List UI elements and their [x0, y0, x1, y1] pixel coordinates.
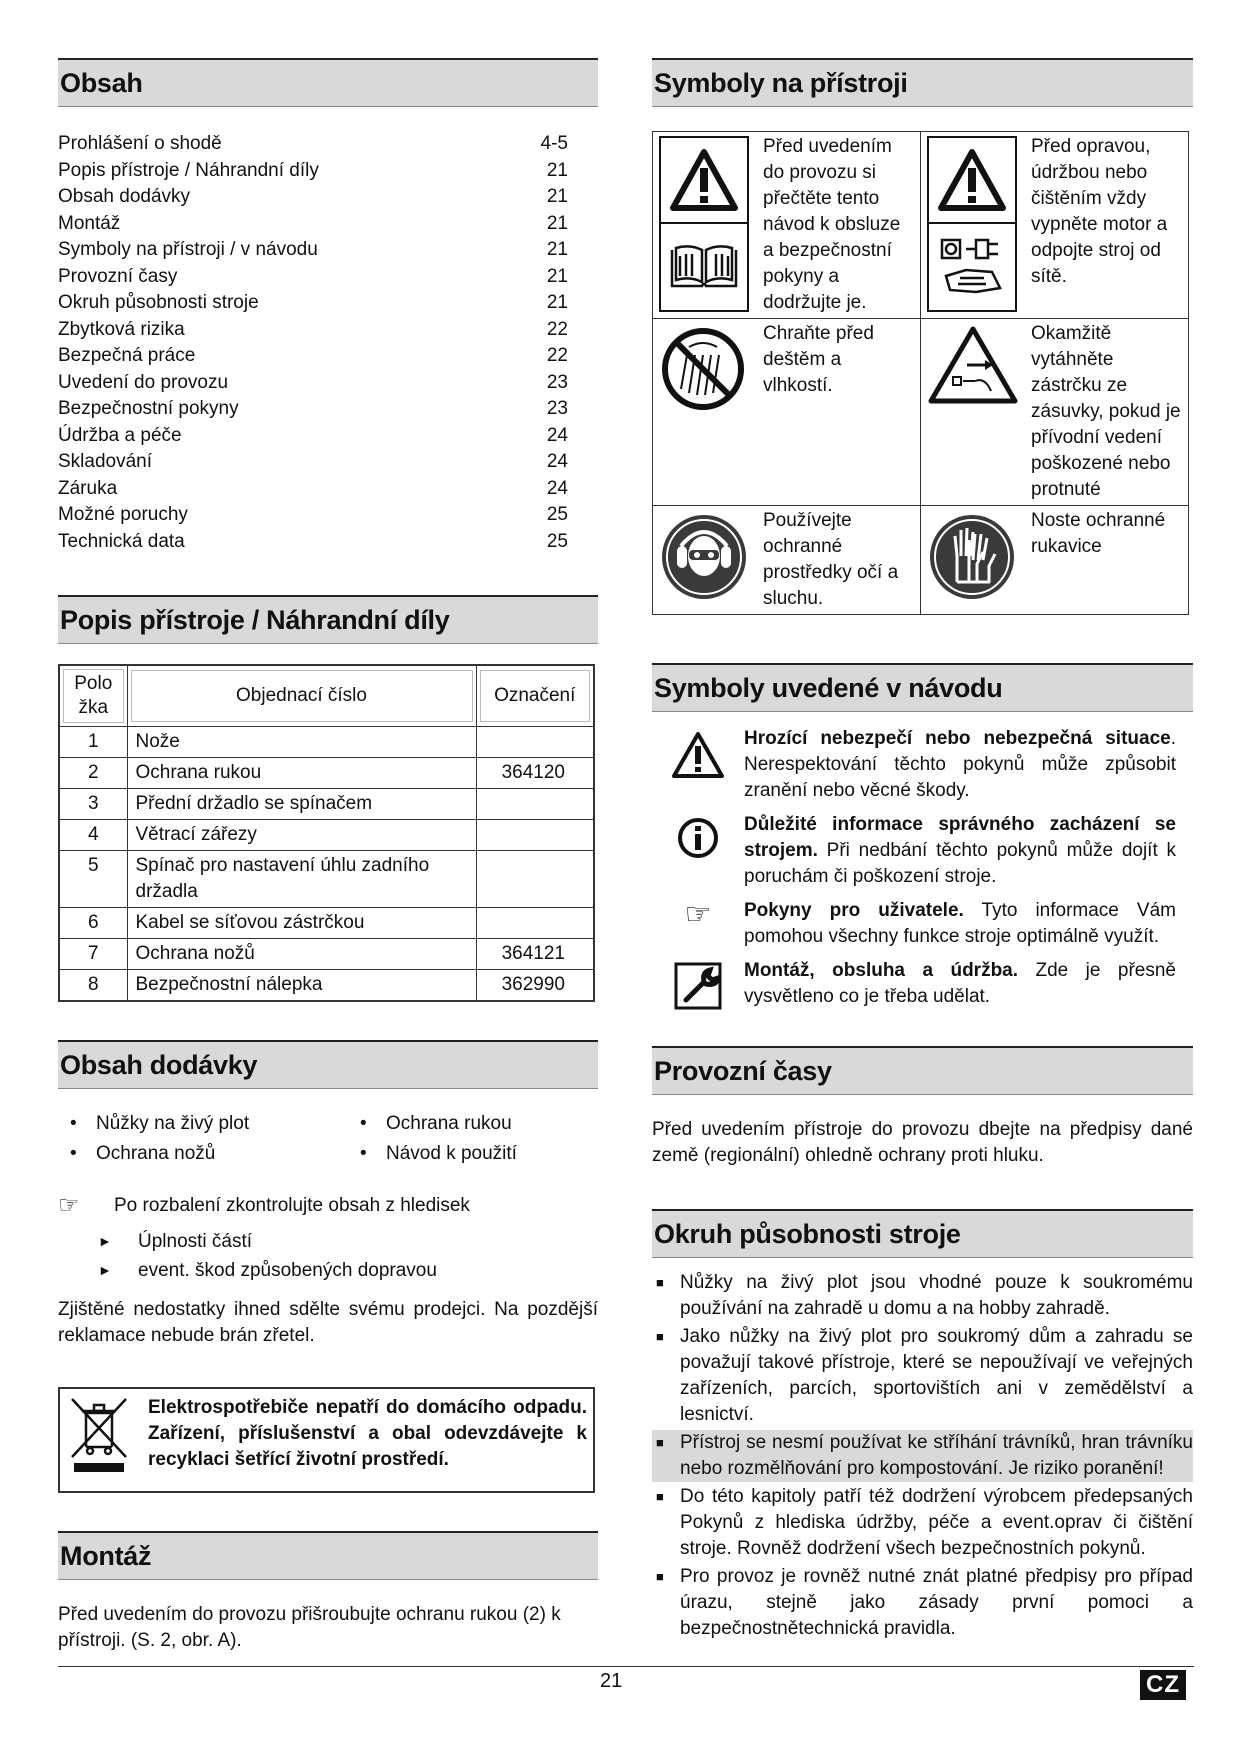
cell-number: 7 — [59, 939, 127, 970]
toc-page: 21 — [546, 186, 568, 207]
toc-label: Montáž — [58, 212, 121, 234]
unplug-manual-icon — [927, 224, 1017, 312]
cell-number: 5 — [59, 851, 127, 908]
toc-row — [58, 370, 568, 397]
page-number: 21 — [600, 1670, 623, 1692]
cell-number: 8 — [59, 970, 127, 1002]
toc-page: 24 — [546, 477, 568, 499]
language-badge: CZ — [1140, 1670, 1186, 1700]
toc-label: Bezpečná práce — [58, 345, 196, 366]
toc-page: 22 — [546, 345, 568, 366]
table-row — [59, 758, 594, 789]
unpack-hint — [58, 1193, 598, 1219]
delivery-heading: Obsah dodávky — [58, 1040, 598, 1089]
pointing-hand-icon: ☞ — [684, 898, 712, 931]
toc-row — [58, 476, 568, 503]
toc-row — [58, 184, 568, 211]
toc-page: 23 — [546, 371, 568, 393]
table-row — [59, 908, 594, 939]
symbol-cell: Používejte ochranné prostředky očí a sluchu. — [653, 506, 921, 615]
square-bullet-icon: ■ — [656, 1489, 664, 1504]
toc-page: 21 — [546, 265, 568, 287]
toc-row — [58, 317, 568, 344]
assembly-heading: Montáž — [58, 1531, 598, 1580]
cell-name: Ochrana nožů — [127, 939, 476, 970]
toc-row — [58, 131, 568, 158]
list-item: • Ochrana nožů — [70, 1143, 216, 1164]
cell-name: Přední držadlo se spínačem — [127, 789, 476, 820]
symbol-cell: Před opravou, údržbou nebo čištěním vždy vypněte motor a odpojte stroj od sítě. — [921, 132, 1189, 319]
cell-name: Bezpečnostní nálepka — [127, 970, 476, 1002]
toc-page: 21 — [546, 159, 568, 181]
cell-number: 1 — [59, 727, 127, 758]
scope-heading: Okruh působnosti stroje — [652, 1209, 1193, 1258]
left-column — [58, 58, 598, 1654]
toc-row — [58, 158, 568, 185]
toc-row — [58, 264, 568, 291]
toc-label: Prohlášení o shodě — [58, 133, 222, 154]
cell-code — [476, 820, 594, 851]
toc-label: Obsah dodávky — [58, 186, 191, 207]
toc-page: 21 — [546, 292, 568, 313]
cell-name: Kabel se síťovou zástrčkou — [127, 908, 476, 939]
toc-row — [58, 423, 568, 450]
cell-number: 4 — [59, 820, 127, 851]
cell-name: Nože — [127, 727, 476, 758]
toc-label: Symboly na přístroji / v návodu — [58, 239, 318, 260]
table-row — [59, 939, 594, 970]
table-row — [59, 789, 594, 820]
operating-times-text: Před uvedením přístroje do provozu dbejte na předpisy dané země (regionální) ohledně ochrany proti hluku. — [652, 1119, 1193, 1166]
arrow-bullet-icon: ► — [98, 1262, 112, 1278]
list-item: ■ Pro provoz je rovněž nutné znát platné předpisy pro případ úrazu, stejně jako zásady první pomoci a bezpečnostnětechnická pravidla. — [652, 1564, 1193, 1642]
square-bullet-icon: ■ — [656, 1329, 664, 1344]
list-item: ► event. škod způsobených dopravou — [98, 1256, 598, 1285]
toc-label: Záruka — [58, 477, 118, 499]
toc-list — [58, 131, 568, 555]
list-item: Důležité informace správného zacházení se strojem. Při nedbání těchto pokynů může dojít k poruchám či poškození stroje. — [652, 812, 1193, 890]
square-bullet-icon: ■ — [656, 1435, 664, 1450]
list-item: ■ Nůžky na živý plot jsou vhodné pouze k soukromému používání na zahradě u domu a na hobby zahradě. — [652, 1270, 1193, 1322]
toc-page: 24 — [546, 451, 568, 472]
toc-label: Popis přístroje / Náhrandní díly — [58, 159, 319, 181]
table-row — [59, 727, 594, 758]
list-item: Montáž, obsluha a údržba. Zde je přesně vysvětleno co je třeba udělat. — [652, 958, 1193, 1010]
no-rain-icon — [659, 323, 753, 421]
cell-name: Větrací zářezy — [127, 820, 476, 851]
cell-code — [476, 727, 594, 758]
check-list — [58, 1227, 598, 1285]
weee-notice — [58, 1387, 595, 1493]
toc-label: Okruh působnosti stroje — [58, 292, 259, 313]
cell-number: 6 — [59, 908, 127, 939]
toc-row — [58, 237, 568, 264]
col-header-position: Polo žka — [59, 665, 127, 727]
parts-header-row — [59, 665, 594, 727]
warning-icon — [652, 726, 744, 804]
operating-times-heading: Provozní časy — [652, 1046, 1193, 1095]
parts-table — [58, 664, 595, 1002]
arrow-bullet-icon: ► — [98, 1233, 112, 1249]
cell-name: Ochrana rukou — [127, 758, 476, 789]
toc-page: 4-5 — [540, 133, 568, 154]
toc-row — [58, 211, 568, 238]
cell-code: 364120 — [476, 758, 594, 789]
list-item: Hrozící nebezpečí nebo nebezpečná situace. Nerespektování těchto pokynů může způsobit zranění nebo věcné škody. — [652, 726, 1193, 804]
list-item: • Nůžky na živý plot — [70, 1113, 250, 1134]
cell-name: Spínač pro nastavení úhlu zadního držadla — [127, 851, 476, 908]
eye-ear-protection-icon — [659, 510, 753, 610]
toc-page: 21 — [546, 239, 568, 260]
list-item: ■ Jako nůžky na živý plot pro soukromý dům a zahradu se považují takové přístroje, které se nepoužívají ve veřejných zařízeních, parcích, sportovištích ani v zemědělství a lesnictví. — [652, 1324, 1193, 1428]
cell-code: 364121 — [476, 939, 594, 970]
assembly-text: Před uvedením do provozu přišroubujte ochranu rukou (2) k přístroji. (S. 2, obr. A). — [58, 1604, 561, 1651]
footer-rule — [58, 1666, 1194, 1667]
col-header-order-number: Objednací číslo — [127, 665, 476, 727]
manual-symbols-list — [652, 726, 1193, 1010]
warning-icon — [659, 136, 749, 224]
toc-page: 25 — [546, 504, 568, 525]
symbol-cell: Před uvedením do provozu si přečtěte tento návod k obsluze a bezpečnostní pokyny a dodržujte je. — [653, 132, 921, 319]
crossed-bin-icon — [64, 1395, 148, 1483]
list-item: ☞ Pokyny pro uživatele. Tyto informace Vám pomohou všechny funkce stroje optimálně využít. — [652, 898, 1193, 950]
cell-code — [476, 851, 594, 908]
manual-book-icon — [659, 224, 749, 312]
square-bullet-icon: ■ — [656, 1569, 664, 1584]
cell-code: 362990 — [476, 970, 594, 1002]
right-column — [652, 58, 1193, 1642]
list-item: ■ Přístroj se nesmí používat ke stříhání trávníků, hran trávníku nebo rozmělňování pro kompostování. Je riziko poranění! — [652, 1430, 1193, 1482]
toc-heading: Obsah — [58, 58, 598, 107]
table-row — [59, 851, 594, 908]
square-bullet-icon: ■ — [656, 1275, 664, 1290]
toc-row — [58, 502, 568, 529]
list-item: ■ Do této kapitoly patří též dodržení výrobcem předepsaných Pokynů z hlediska údržby, péče a event.oprav či čištění stroje. Rovněž dodržení všech bezpečnostních pokynů. — [652, 1484, 1193, 1562]
toc-row — [58, 343, 568, 370]
toc-page: 23 — [546, 398, 568, 419]
hint-text: Po rozbalení zkontrolujte obsah z hledisek — [114, 1195, 470, 1216]
toc-label: Technická data — [58, 530, 185, 552]
toc-row — [58, 449, 568, 476]
toc-row — [58, 529, 568, 556]
toc-page: 24 — [546, 424, 568, 446]
toc-page: 21 — [546, 212, 568, 234]
cell-number: 3 — [59, 789, 127, 820]
delivery-note: Zjištěné nedostatky ihned sdělte svému prodejci. Na pozdější reklamace nebude brán zřetel. — [58, 1299, 598, 1346]
manual-symbols-heading: Symboly uvedené v návodu — [652, 663, 1193, 712]
toc-row — [58, 290, 568, 317]
symbol-cell: Chraňte před deštěm a vlhkostí. — [653, 319, 921, 506]
delivery-list — [58, 1111, 598, 1167]
protective-gloves-icon — [927, 510, 1021, 610]
symbol-cell: Okamžitě vytáhněte zástrčku ze zásuvky, pokud je přívodní vedení poškozené nebo protnuté — [921, 319, 1189, 506]
list-item: • Návod k použití — [360, 1143, 517, 1164]
toc-label: Uvedení do provozu — [58, 371, 229, 393]
device-symbols-heading: Symboly na přístroji — [652, 58, 1193, 107]
cell-code — [476, 789, 594, 820]
table-row — [59, 820, 594, 851]
symbol-cell: Noste ochranné rukavice — [921, 506, 1189, 615]
toc-page: 22 — [546, 318, 568, 340]
pull-plug-warning-icon — [927, 323, 1021, 413]
weee-text: Elektrospotřebiče nepatří do domácího odpadu. Zařízení, příslušenství a obal odevzdávejte k recyklaci šetřící životní prostředí. — [148, 1397, 587, 1470]
warning-icon — [927, 136, 1017, 224]
cell-number: 2 — [59, 758, 127, 789]
list-item: ► Úplnosti částí — [98, 1227, 598, 1256]
wrench-icon — [652, 958, 744, 1010]
toc-label: Skladování — [58, 451, 153, 472]
toc-label: Bezpečnostní pokyny — [58, 398, 239, 419]
device-symbols-table — [652, 131, 1189, 615]
cell-code — [476, 908, 594, 939]
toc-label: Údržba a péče — [58, 424, 182, 446]
toc-label: Zbytková rizika — [58, 318, 185, 340]
table-row — [59, 970, 594, 1002]
toc-label: Provozní časy — [58, 265, 178, 287]
pointing-hand-icon: ☞ — [58, 1192, 80, 1219]
toc-page: 25 — [546, 530, 568, 552]
list-item: • Ochrana rukou — [360, 1113, 512, 1134]
toc-row — [58, 396, 568, 423]
scope-list — [652, 1270, 1193, 1642]
info-icon — [652, 812, 744, 890]
parts-heading: Popis přístroje / Náhrandní díly — [58, 595, 598, 644]
toc-label: Možné poruchy — [58, 504, 188, 525]
col-header-code: Označení — [476, 665, 594, 727]
